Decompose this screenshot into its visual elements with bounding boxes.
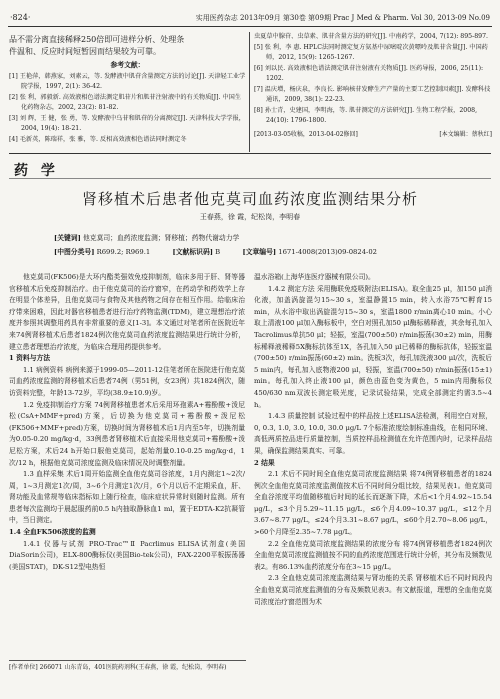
- received-dates: [254, 129, 492, 141]
- reference-item: [1] 王艳萍，韩燕家，刘素云，等. 发酵液中肌苷含量测定方法的讨论[J]. 天津轻工业学院学报，1997, 2(1): 36-42.: [9, 72, 246, 91]
- section-heading: 药 学: [14, 163, 59, 179]
- reference-list: [254, 32, 492, 127]
- body-paragraph: 1.4.1 仪器与试剂 PRO-Trac™Ⅱ Pacrlimus ELISA试剂盒(美国DiaSorin公司)，ELX-800酶标仪(美国Bio-tek公司)，FAX-2200平板振荡器(美国STAT)，DK-S12型电热恒: [9, 539, 245, 571]
- continued-line: 件温和、反应时间短暂因而结果较为可靠。: [9, 47, 161, 56]
- reference-item: [4] 毛新英，陈瑞祥，张 雅，等. 反相高效液相色谱法同时测定冬: [9, 135, 187, 143]
- body-paragraph: 1.2 免疫抑制治疗方案 74例肾移植患者术后采用环孢素A+霉酚酸+泼尼松(CsA+MMF+pred)方案，后切换为他克莫司+霉酚酸+泼尼松(FK506+MMF+pred)方案，切换时间为肾移植术后1月内至5年，切换剂量为0.05-0.20 mg/kg·d，33例患者肾移植术后直接采用他克莫司+霉酚酸+泼尼松方案，术后24 h开始口服他克莫司，起始剂量0.10-0.25 mg/kg·d，1次/12 h，根据他克莫司浓度监测及临床情况及时调整剂量。: [9, 400, 245, 467]
- body-paragraph: 1.4.2 测定方法 采用酶联免疫吸附法(ELISA)。取全血25 μl，加150 μl消化液，加盖涡旋混匀15~30 s，室温静置15 min，转入水浴75℃孵育15 min，从水浴中取出涡旋混匀15~30 s，室温1800 r/min离心10 min。小心取上清液100 μl加入酶标板中，空白对照孔加50 μl酶标稀释液，其余每孔加入Tacrolimus单抗50 μl；轻振，室温(700±50) r/min振荡(30±2) min，用酶标稀释液稀释5X酶标抗体至1X，各孔加入50 μl已稀释的酶标抗体，轻振室温(700±50) r/min振荡(60±2) min。洗板3次，每孔加洗液300 μl/次，洗板后5 min内，每孔加入底物液200 μl，轻振，室温(700±50) r/min振荡(15±1) min。每孔加入终止液100 μl，颜色由蓝色变为黄色，5 min内用酶标仪450/630 nm双波长测定吸光度，记录试验结果，完成全部测定约需3.5~4 h。: [254, 284, 492, 409]
- body-right-column: [254, 272, 492, 608]
- previous-article-end: [9, 34, 246, 145]
- body-paragraph: 温水浴箱(上海华连医疗器械有限公司)。: [254, 273, 375, 281]
- reference-item: [8] 孙士青，史建国，李明海，等. 肌苷测定的方法研究[J]. 生物工程学报，2008, 24(10): 1796-1800.: [254, 106, 478, 124]
- doc-code: B: [215, 248, 221, 256]
- author-footnote: [作者单位] 266071 山东青岛，401医院药剂科(王春燕，徐 霞，纪松岗，李明春): [9, 660, 246, 673]
- keywords-block: [54, 232, 446, 244]
- article-authors: 王春燕，徐 霞，纪松岗，李明春: [199, 213, 301, 221]
- doc-code-label: [文献标识码]: [172, 248, 213, 256]
- received-date: [2013-03-05收稿，2013-04-02修回]: [254, 130, 358, 138]
- article-divider: [9, 153, 491, 154]
- continued-line: 品不需分离直接稀释250倍即可进样分析、处理条: [9, 35, 185, 44]
- body-paragraph: 1.3 血样采集 术后1周开始监测全血他克莫司谷浓度，1月内测定1~2次/周，1~3月测定1次/周，3~6个月测定1次/月，6个月以后不定期采血，肝、肾功能及血常规等临床指标如上随行检查，临床症状异常时则随时监测。所有患者每次监测均于晨起服药前0.5 h内抽取静脉血1 ml，置于EDTA-K2抗凝管中，当日测定。: [9, 470, 245, 525]
- article-number: 1671-4008(2013)09-0824-02: [278, 248, 377, 256]
- keywords-label: [关键词]: [54, 234, 81, 242]
- editor-note: [本文编辑：蔡秋红]: [439, 130, 492, 138]
- body-paragraph: 1.4.3 质量控制 试验过程中的样品按上述ELISA法检测，利用空白对照，0, 0.3, 1.0, 3.0, 10.0, 30.0 μg/L 7个标准浓度绘制标准曲线，在相同环境、高低两质控品进行质量控制，当质控样品检测值在允许范围内时，记录样品结果，确保监测结果真实、可靠。: [254, 412, 492, 455]
- classification-block: [54, 246, 446, 258]
- page-number: ·824·: [10, 13, 31, 22]
- reference-item: [6] 刘以民. 高效液相色谱法测定肌苷注射液有关物质[J]. 医药导报，2006, 25(11): 1202.: [254, 64, 484, 82]
- classification-label: [中图分类号]: [54, 248, 95, 256]
- article-title: 肾移植术后患者他克莫司血药浓度监测结果分析: [81, 190, 418, 208]
- keywords-text: 他克莫司；血药浓度监测；肾移植；药物代谢动力学: [83, 234, 240, 242]
- column-rule: [249, 32, 250, 152]
- running-header: [8, 10, 492, 27]
- body-paragraph: 2.2 全血他克莫司浓度监测结果的浓度分布 将74例肾移植患者1824例次全血他克莫司浓度监测值按不同的血药浓度范围进行统计分析，其分布及频数见表2。有86.13%血药浓度分布在3~15 μg/L。: [254, 539, 492, 571]
- body-paragraph: 1.1 病例资料 病例来源于1999-05—2011-12住笔者所在医院进行他克莫司血药浓度监测的肾移植术后患者74例（男51例，女23例）共1824例次，随访资料完整，年龄13-72岁，平均(38.9±10.9)岁。: [9, 365, 245, 397]
- reference-item: [2] 张 利，郭毅新. 高效液相色谱法测定肌苷片和肌苷注射液中的有关物质[J]. 中国生化药物杂志，2002, 23(2): 81-82.: [9, 93, 242, 112]
- references-title: 参考文献：: [110, 61, 145, 69]
- reference-item: 虫夏草中腺苷、虫草素、肌苷含量方法的研究[J]. 中南药学，2004, 7(12): 895-897.: [254, 33, 488, 40]
- reference-item: [7] 温庆增，杨庆泉，李良长. 影响核苷发酵生产产量的主要工艺控制因素[J]. 发酵科技通讯，2009, 38(1): 22-23.: [254, 85, 491, 103]
- section-rule: [9, 178, 491, 179]
- subsection-heading: 1.4 全血FK506浓度的监测: [9, 528, 96, 537]
- article-number-label: [文章编号]: [242, 248, 277, 256]
- body-paragraph: 2.1 术后不同时间全血他克莫司浓度监测结果 将74例肾移植患者的1824例次全血他克莫司浓度监测值按术后不同时间分组比较，结果见表1。他克莫司全血谷浓度平均值随移植后时间的延长而逐渐下降，术后<1个月4.92~15.54 μg/L，≤3个月5.29~11.15 μg/L，≤6个月4.09~10.37 μg/L，≤12个月3.67~8.77 μg/L，≤24个月3.31~8.67 μg/L，≤60个月2.70~8.06 μg/L，>60个月降至2.35~7.78 μg/L。: [254, 470, 492, 537]
- journal-citation: 实用医药杂志 2013年09月 第30卷 第09期 Prac J Med & Pharm. Vol 30, 2013-09 No.09: [195, 14, 490, 22]
- intro-paragraph: 他克莫司(FK506)是大环内酯类强效免疫抑制剂，临床多用于肝、肾等器官移植术后免疫抑制治疗。由于他克莫司的治疗窗窄，在药动学和药效学上存在明显个体差异，且他克莫司与食物及其他药物之间存在相互作用。给临床治疗带来困难，因此对器官移植患者进行治疗药物监测(TDM)，建立理想治疗浓度并参照其调整用药具有非常重要的意义[1-3]。本文通过对笔者所在医院近年来74例肾移植术后患者1824例次他克莫司血药浓度监测结果进行统计分析，建立患者理想治疗浓度，为临床合理用药提供参考。: [9, 273, 245, 351]
- reference-item: [5] 张 利，李 惠. HPLC法同时测定复方氨基中尿嘧啶次黄嘌呤及肌苷含量[J]. 中国药师，2012, 15(9): 1265-1267.: [254, 43, 488, 61]
- section-heading-results: 2 结果: [254, 458, 275, 467]
- previous-article-references: [254, 32, 492, 140]
- reference-item: [3] 刘 辉，王 健，张 勇，等. 发酵液中乌苷和肌苷的分离测定[J]. 天津科技大学学报，2004, 19(4): 18-21.: [9, 114, 245, 133]
- section-heading-methods: 1 资料与方法: [9, 354, 51, 363]
- body-left-column: [9, 272, 245, 573]
- reference-list: [9, 72, 246, 146]
- body-paragraph: 2.3 全血他克莫司浓度监测结果与肾功能的关系 肾移植术后不同时间段内全血他克莫司浓度监测值的分布及频数见表3。有文献报道，理想的全血他克莫司浓度治疗窗范围为术: [254, 574, 492, 606]
- classification-code: R699.2; R969.1: [96, 248, 151, 256]
